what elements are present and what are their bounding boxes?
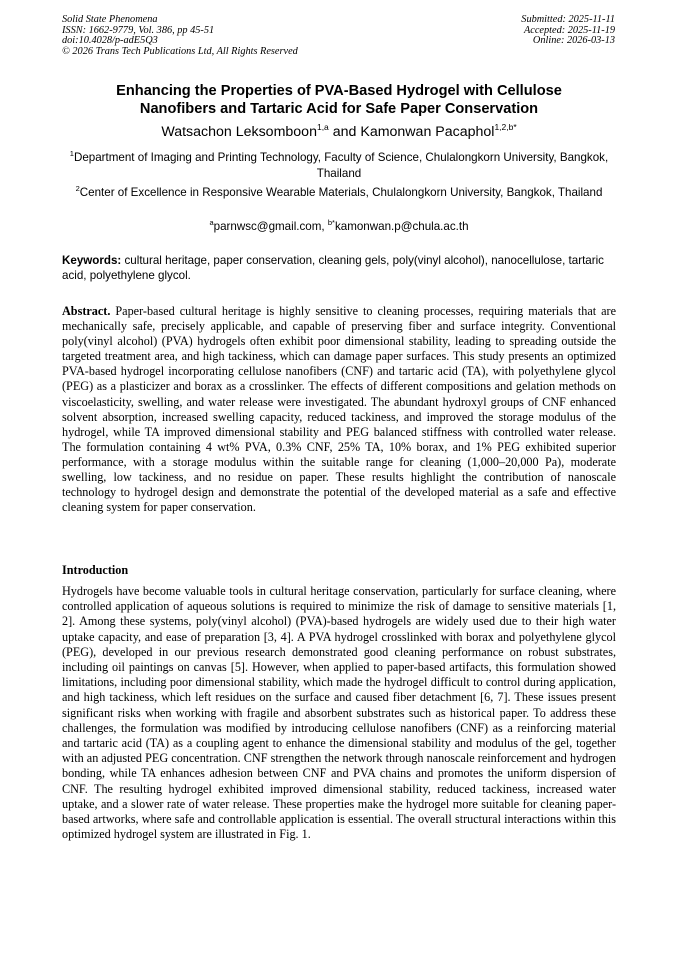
keywords-label: Keywords: — [62, 254, 122, 267]
email-a-marker: a — [209, 218, 214, 227]
keywords — [62, 254, 616, 283]
introduction-paragraph: Hydrogels have become valuable tools in cultural heritage conservation, particularly for surface cleaning, where controlled application of aqueous solutions is required to minimize the risk of damage to sensitive materials [1, 2]. Among these systems, poly(vinyl alcohol) (PVA)-based hydrogels are widely used due to their high water uptake capacity, and ease of preparation [3, 4]. A PVA hydrogel crosslinked with borax and polyethylene glycol (PEG), developed in our previous research demonstrated good cleaning performance on robust substrates, including oil paintings on canvas [5]. However, when applied to paper-based artifacts, this formulation showed limitations, including poor dimensional stability, which made the hydrogel difficult to control during application, and high tackiness, which left residues on the surface and caused fiber detachment [6, 7]. These issues present significant risks when working with fragile and absorbent substrates such as historical paper. To address these challenges, the formulation was modified by introducing cellulose nanofibers (CNF) as a reinforcing material and tartaric acid (TA) as a coupling agent to enhance the dimensional stability and modulus of the gel, together with an adjusted PEG concentration. CNF strengthen the network through nanoscale reinforcement and hydrogen bonding, while TA enhances adhesion between CNF and PVA chains and promotes the uniform dispersion of CNF. The resulting hydrogel exhibited improved dimensional stability, reduced tackiness, increased water uptake, and a slower rate of water release. These properties make the hydrogel more suitable for cleaning paper-based artworks, where safe and controllable application is essential. The overall structural interactions within this optimized hydrogel system are illustrated in Fig. 1. — [62, 584, 616, 842]
title-line-2: Nanofibers and Tartaric Acid for Safe Paper Conservation — [139, 101, 539, 117]
author-emails — [62, 219, 616, 235]
paper-title — [62, 82, 616, 118]
accepted-date: Accepted: 2025-11-19 — [523, 24, 615, 36]
title-line-1: Enhancing the Properties of PVA-Based Hydrogel with Cellulose — [116, 83, 562, 99]
doi: doi:10.4028/p-adE5Q3 — [62, 35, 158, 47]
author-1-affiliation: 1,a — [316, 122, 329, 132]
submitted-date: Submitted: 2025-11-11 — [521, 14, 615, 25]
copyright: © 2026 Trans Tech Publications Ltd, All Rights Reserved — [62, 45, 298, 57]
journal-header-right — [521, 15, 615, 47]
author-connector: and — [328, 124, 361, 140]
email-b: kamonwan.p@chula.ac.th — [334, 220, 469, 233]
online-date: Online: 2026-03-13 — [532, 35, 615, 47]
introduction-heading: Introduction — [62, 563, 129, 577]
email-a: parnwsc@gmail.com, — [213, 220, 328, 233]
affiliation-1-marker: 1 — [69, 149, 74, 158]
author-2: Kamonwan Pacaphol — [360, 124, 495, 140]
author-2-affiliation: 1,2,b* — [494, 122, 517, 132]
keywords-text: cultural heritage, paper conservation, cleaning gels, poly(vinyl alcohol), nanocellulose, tartaric acid, polyethylene glycol. — [62, 254, 604, 282]
affiliation-2-text: Center of Excellence in Responsive Wearable Materials, Chulalongkorn University, Bangkok, Thailand — [79, 186, 603, 199]
author-list — [62, 123, 616, 141]
affiliation-1-text: Department of Imaging and Printing Technology, Faculty of Science, Chulalongkorn University, Bangkok, Thailand — [73, 151, 609, 180]
issn-volume: ISSN: 1662-9779, Vol. 386, pp 45-51 — [62, 24, 215, 36]
affiliation-2-marker: 2 — [75, 184, 80, 193]
affiliation-2 — [62, 185, 616, 201]
email-b-marker: b* — [327, 218, 335, 227]
abstract-label: Abstract. — [62, 304, 111, 318]
affiliation-1 — [62, 150, 616, 181]
journal-header-left — [62, 15, 298, 57]
journal-name: Solid State Phenomena — [62, 14, 158, 25]
abstract-text: Paper-based cultural heritage is highly sensitive to cleaning processes, requiring materials that are mechanically safe, precisely applicable, and capable of preserving fiber and surface integrity. Conventional poly(vinyl alcohol) (PVA) hydrogels often exhibit poor dimensional stability, leading to spreading outside the targeted treatment area, and high tackiness, which can damage paper surfaces. This study presents an optimized PVA-based hydrogel incorporating cellulose nanofibers (CNF) and tartaric acid (TA), with polyethylene glycol (PEG) as a plasticizer and borax as a crosslinker. The effects of different compositions and gelation methods on viscoelasticity, swelling, and water release were investigated. The abundant hydroxyl groups of CNF enhanced solvent absorption, increased swelling capacity, reduced tackiness, and improved the storage modulus of the hydrogel, while TA improved dimensional stability and PEG balanced stiffness with controlled water release. The formulation containing 4 wt% PVA, 0.3% CNF, 25% TA, 10% borax, and 1% PEG exhibited superior performance, with a storage modulus within the suitable range for cleaning (1,000–20,000 Pa), moderate swelling, low tackiness, and no residue on paper. These results highlight the contribution of nanoscale technology to hydrogel design and demonstrate the potential of the developed material as a safe and effective cleaning system for paper conservation. — [62, 304, 616, 515]
abstract — [62, 304, 616, 515]
author-1: Watsachon Leksomboon — [161, 124, 317, 140]
